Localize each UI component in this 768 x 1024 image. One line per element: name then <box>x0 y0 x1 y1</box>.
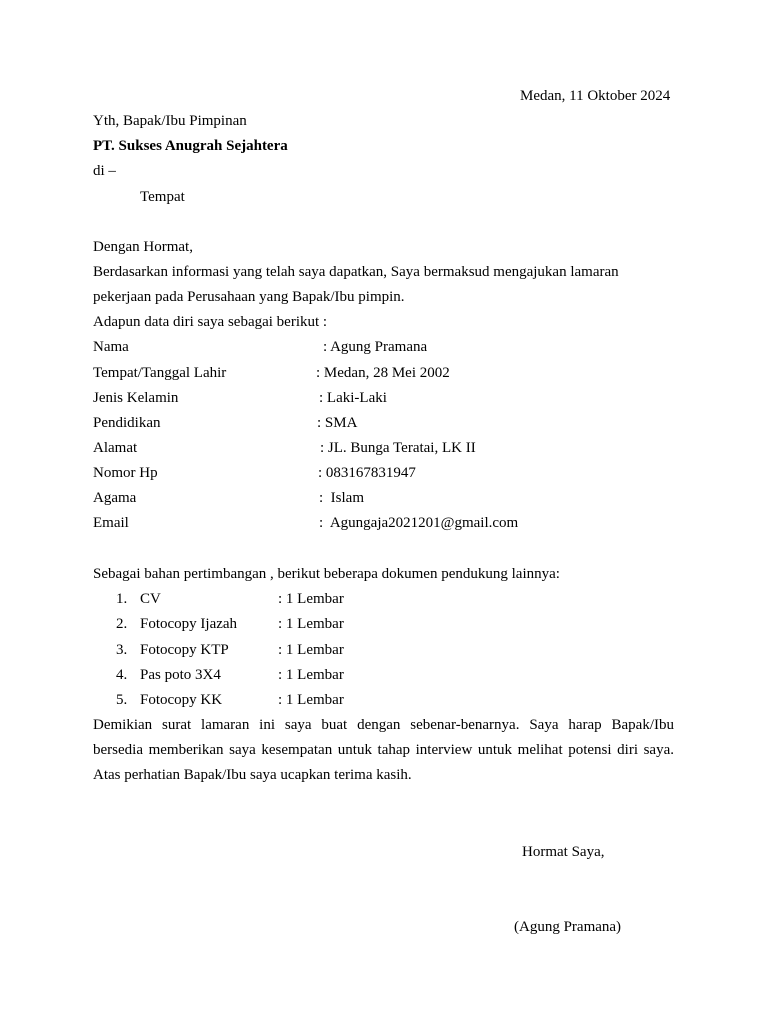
document-name: CV <box>140 591 161 607</box>
field-label: Jenis Kelamin <box>93 390 179 406</box>
signoff: Hormat Saya, <box>522 844 605 860</box>
field-label: Nama <box>93 339 129 355</box>
list-number: 2. <box>116 616 128 632</box>
field-value: : Agung Pramana <box>323 339 428 355</box>
signature-name: (Agung Pramana) <box>514 919 622 935</box>
document-quantity: : 1 Lembar <box>278 667 344 683</box>
recipient-company: PT. Sukses Anugrah Sejahtera <box>93 138 288 154</box>
field-value: : JL. Bunga Teratai, LK II <box>320 440 476 456</box>
list-number: 5. <box>116 692 128 708</box>
document-name: Fotocopy KTP <box>140 642 229 658</box>
list-number: 4. <box>116 667 128 683</box>
document-name: Pas poto 3X4 <box>140 667 221 683</box>
document-name: Fotocopy Ijazah <box>140 616 238 632</box>
closing-text: Demikian surat lamaran ini saya buat dengan sebenar-benarnya. Saya harap Bapak/Ibu <box>93 717 674 733</box>
intro-paragraph-line-1: Berdasarkan informasi yang telah saya dapatkan, Saya bermaksud mengajukan lamaran <box>93 264 619 280</box>
field-value: : Laki-Laki <box>319 390 387 406</box>
document-quantity: : 1 Lembar <box>278 692 344 708</box>
field-label: Agama <box>93 490 137 506</box>
intro-paragraph-line-2: pekerjaan pada Perusahaan yang Bapak/Ibu pimpin. <box>93 289 405 305</box>
list-number: 1. <box>116 591 128 607</box>
closing-paragraph-line-3: Atas perhatian Bapak/Ibu saya ucapkan terima kasih. <box>93 767 412 783</box>
field-label: Tempat/Tanggal Lahir <box>93 365 227 381</box>
field-value: : Agungaja2021201@gmail.com <box>319 515 519 531</box>
field-value: : 083167831947 <box>318 465 416 481</box>
field-value: : Medan, 28 Mei 2002 <box>316 365 450 381</box>
recipient-location: Tempat <box>140 189 185 205</box>
document-quantity: : 1 Lembar <box>278 642 344 658</box>
recipient-location-prefix: di – <box>93 163 116 179</box>
document-quantity: : 1 Lembar <box>278 591 344 607</box>
closing-paragraph-line-1 <box>93 716 674 734</box>
list-number: 3. <box>116 642 128 658</box>
document-quantity: : 1 Lembar <box>278 616 344 632</box>
field-label: Alamat <box>93 440 138 456</box>
field-label: Pendidikan <box>93 415 161 431</box>
field-label: Nomor Hp <box>93 465 158 481</box>
data-intro: Adapun data diri saya sebagai berikut : <box>93 314 328 330</box>
closing-text: bersedia memberikan saya kesempatan untuk tahap interview untuk melihat potensi diri saya. <box>93 742 674 758</box>
recipient-line: Yth, Bapak/Ibu Pimpinan <box>93 113 247 129</box>
documents-intro: Sebagai bahan pertimbangan , berikut beberapa dokumen pendukung lainnya: <box>93 566 560 582</box>
field-label: Email <box>93 515 129 531</box>
document-name: Fotocopy KK <box>140 692 223 708</box>
closing-paragraph-line-2 <box>93 741 674 759</box>
place-date: Medan, 11 Oktober 2024 <box>520 88 671 104</box>
field-value: : Islam <box>319 490 364 506</box>
greeting: Dengan Hormat, <box>93 239 193 255</box>
field-value: : SMA <box>317 415 358 431</box>
